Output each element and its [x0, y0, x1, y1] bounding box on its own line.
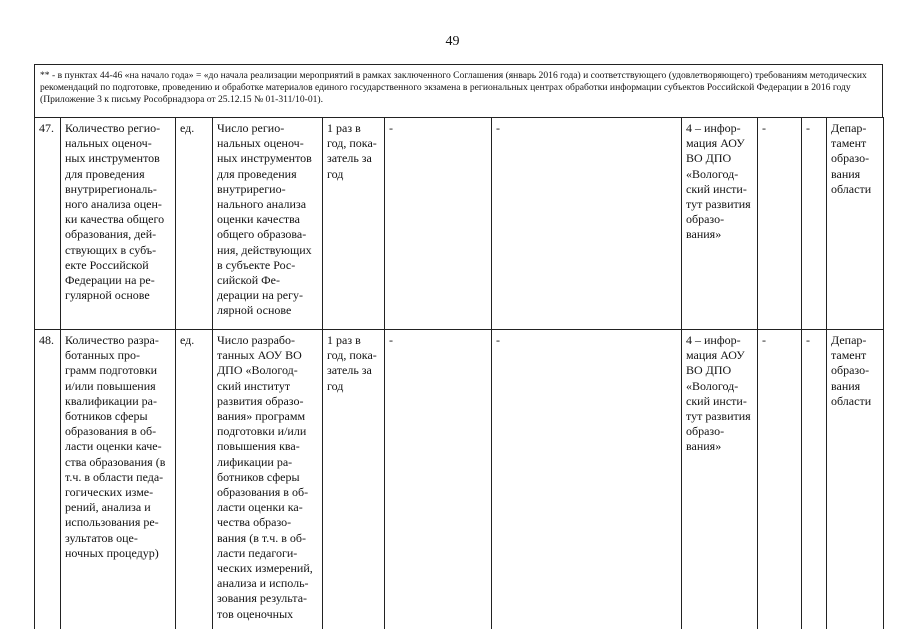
cell-col6: - [492, 118, 682, 330]
unit: ед. [176, 330, 213, 630]
row-number: 48. [35, 330, 61, 630]
indicators-table [34, 117, 884, 629]
frequency: 1 раз в год, пока- затель за год [323, 118, 385, 330]
table-row [35, 330, 884, 630]
indicator-definition: Число регио- нальных оценоч- ных инструментов для проведения внутрирегио- нального анализа оценки качества общего образова- ния, действующих в субъекте Рос- сийской Фе- дерации на регу- лярной основе [213, 118, 323, 330]
cell-col5: - [385, 118, 492, 330]
footnote: ** - в пунктах 44-46 «на начало года» = «до начала реализации мероприятий в рамках заключенного Соглашения (январь 2016 года) и соответствующего (удовлетворяющего) требованиям методических рекомендаций по подготовке, проведению и обработке материалов единого государственного экзамена в региональных центрах обработки информации субъектов Российской Федерации в 2016 году (Приложение 3 к письму Рособрнадзора от 25.12.15 № 01-311/10-01). [34, 64, 883, 117]
cell-col9: - [802, 118, 827, 330]
frequency: 1 раз в год, пока- затель за год [323, 330, 385, 630]
row-number: 47. [35, 118, 61, 330]
cell-col5: - [385, 330, 492, 630]
indicator-definition: Число разрабо- танных АОУ ВО ДПО «Вологод- ский институт развития образо- вания» программ подготовки и/или повышения ква- лификации ра- ботников сферы образования в об- ласти оценки ка- чества образо- вания (в т.ч. в об- ласти педагоги- ческих измерений, анализа и исполь- зования результа- тов оценочных [213, 330, 323, 630]
responsible: Депар- тамент образо- вания области [827, 330, 884, 630]
cell-col6: - [492, 330, 682, 630]
page-number: 49 [445, 34, 460, 49]
cell-col8: - [758, 330, 802, 630]
cell-col9: - [802, 330, 827, 630]
cell-col8: - [758, 118, 802, 330]
data-source: 4 – инфор- мация АОУ ВО ДПО «Вологод- ский инсти- тут развития образо- вания» [682, 118, 758, 330]
responsible: Депар- тамент образо- вания области [827, 118, 884, 330]
table-row [35, 118, 884, 330]
data-source: 4 – инфор- мация АОУ ВО ДПО «Вологод- ский инсти- тут развития образо- вания» [682, 330, 758, 630]
unit: ед. [176, 118, 213, 330]
indicator-name: Количество регио- нальных оценоч- ных инструментов для проведения внутрирегиональ- ного анализа оцен- ки качества общего образования, дей- ствующих в субъ- екте Российской Федерации на ре- гулярной основе [61, 118, 176, 330]
indicator-name: Количество разра- ботанных про- грамм подготовки и/или повышения квалификации ра- ботников сферы образования в об- ласти оценки каче- ства образования (в т.ч. в области педа- гогических изме- рений, анализа и использования ре- зультатов оце- ночных процедур) [61, 330, 176, 630]
